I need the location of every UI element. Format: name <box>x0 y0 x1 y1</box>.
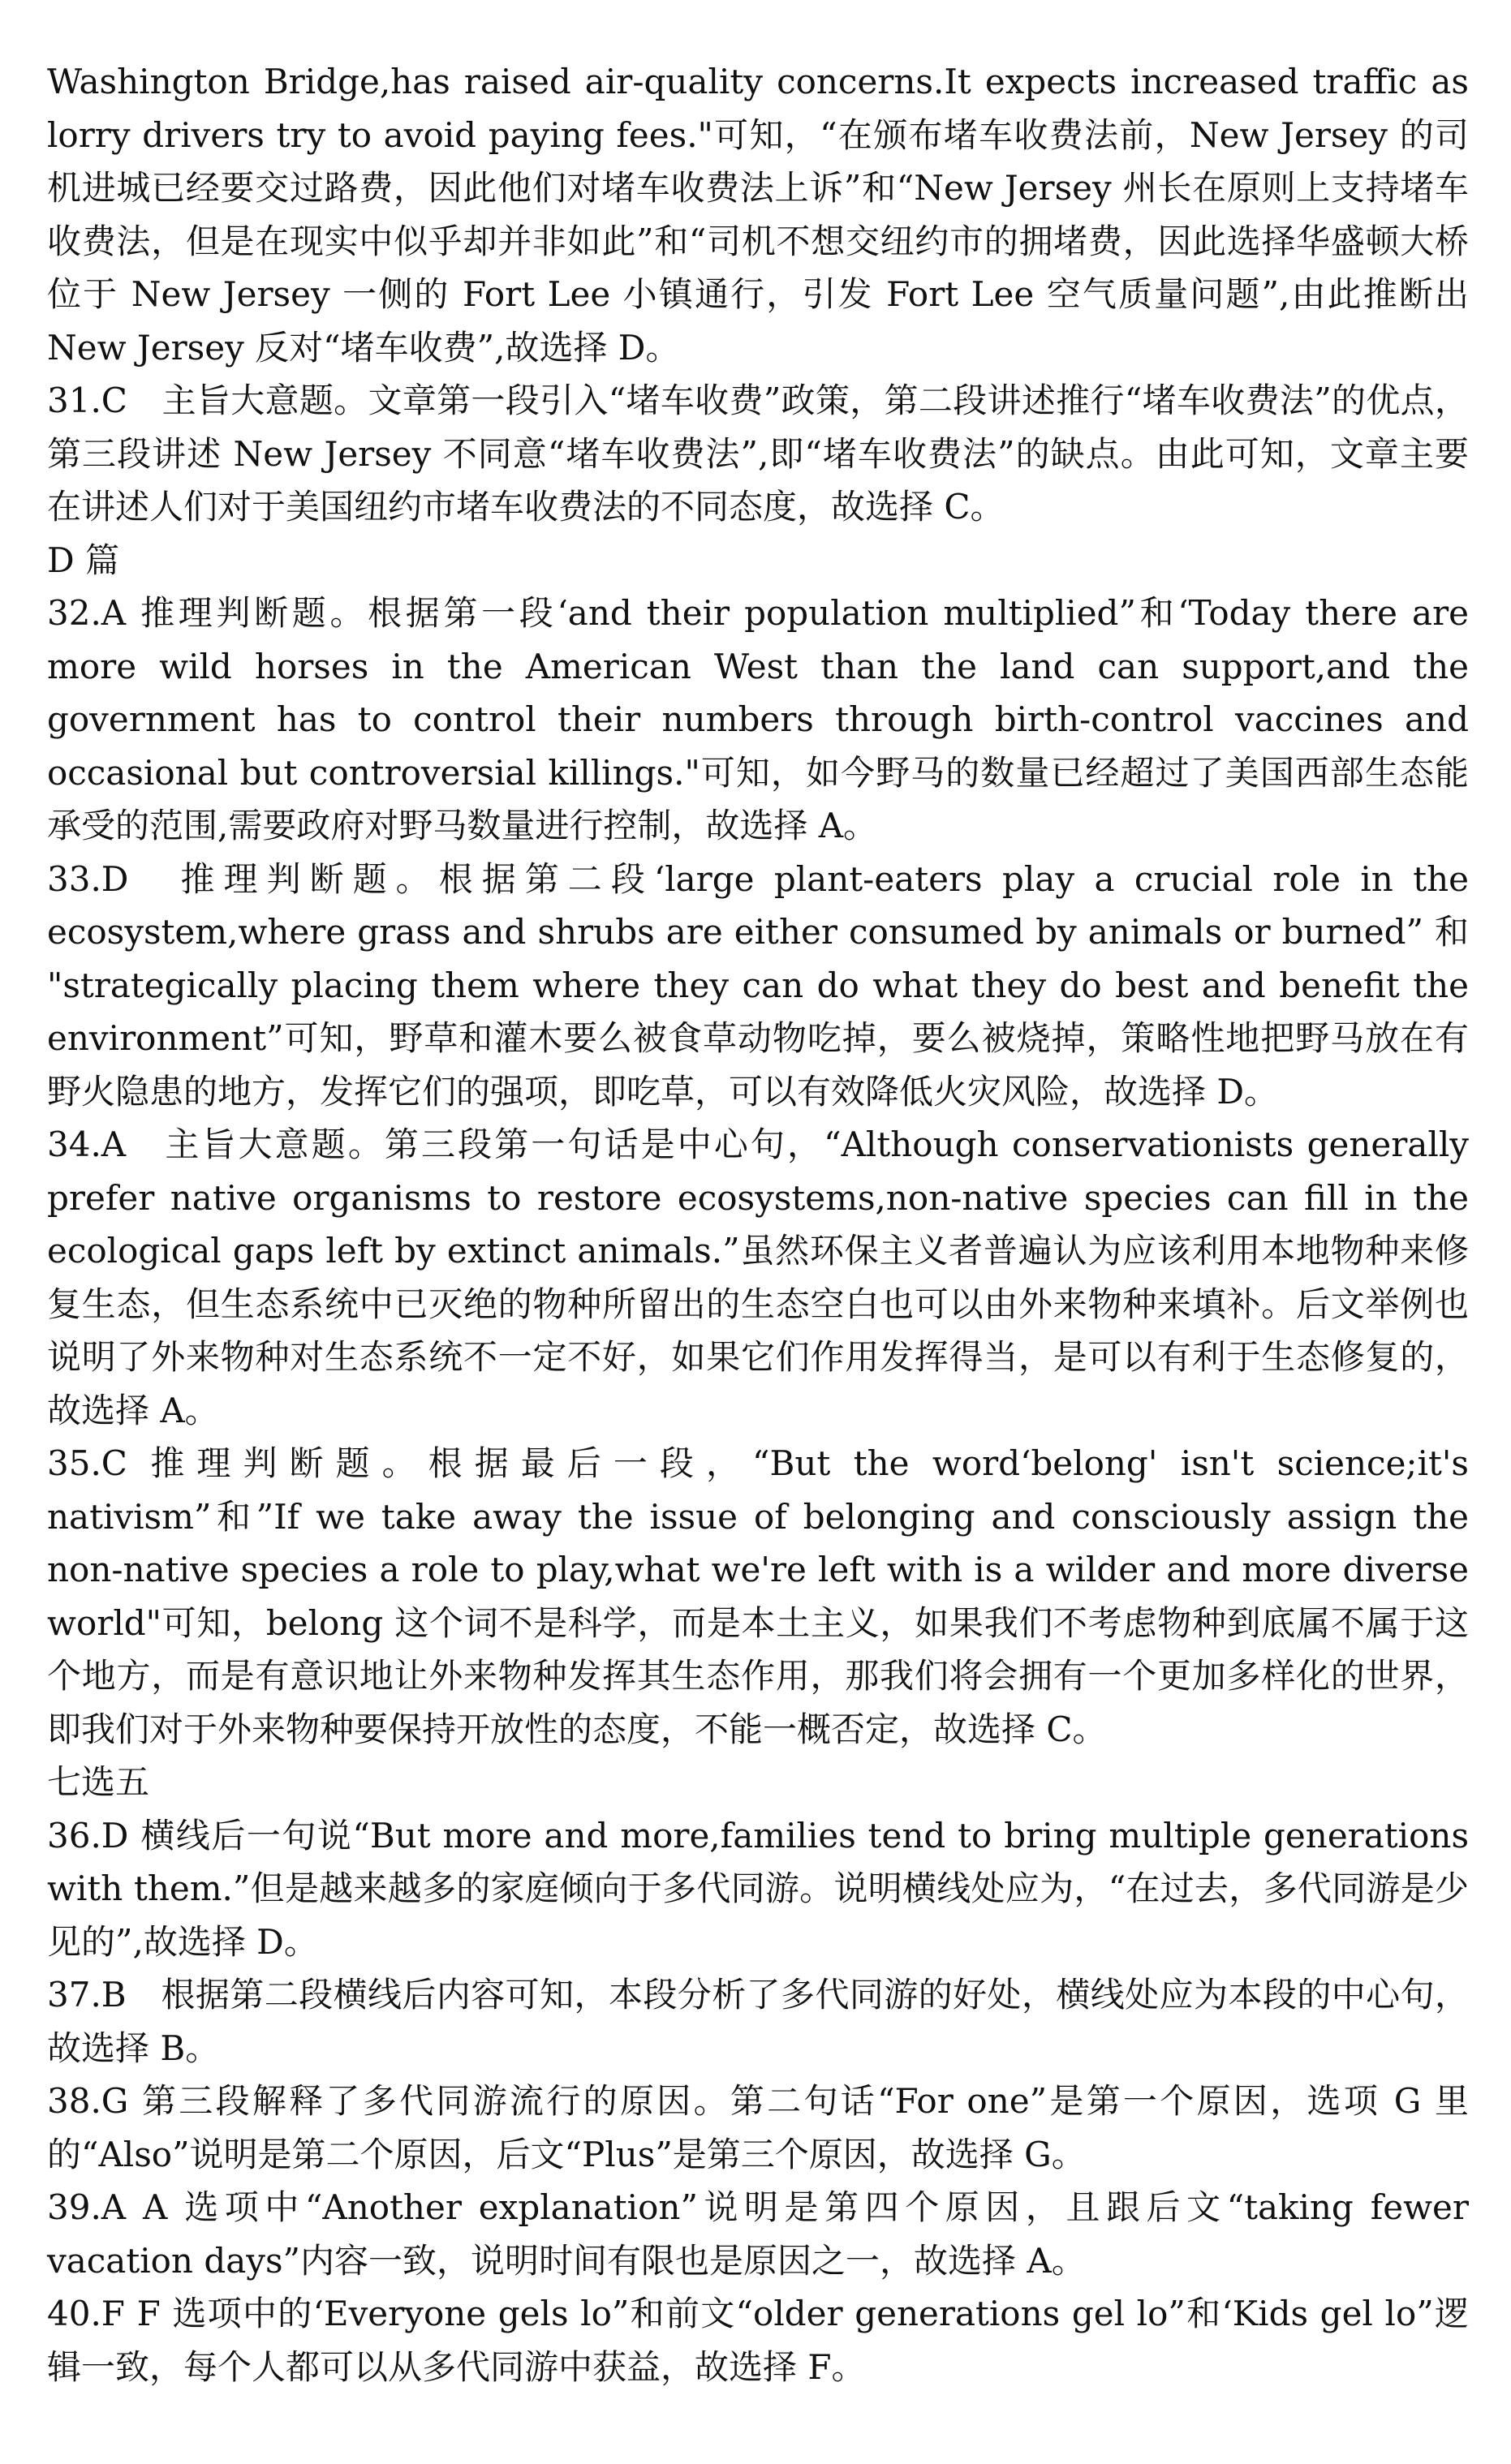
answer-paragraph-36: 36.D 横线后一句说“But more and more,families tend to bring multiple generations with them.”但是越来越多的家庭倾向于多代同游。说明横线处应为，“在过去，多代同游是少见的”,故选择 D。 <box>47 1815 1469 1962</box>
answer-paragraph-39: 39.A A 选项中“Another explanation”说明是第四个原因，且跟后文“taking fewer vacation days”内容一致，说明时间有限也是原因之一，故选择 A。 <box>47 2187 1469 2281</box>
answer-key-document <box>47 55 1469 2393</box>
answer-paragraph-33: 33.D 推理判断题。根据第二段‘large plant-eaters play a crucial role in the ecosystem,where grass and shrubs are either consumed by animals or burned” 和 "strategically placing them where they can do what they do best and benefit the environment”可知，野草和灌木要么被食草动物吃掉，要么被烧掉，策略性地把野马放在有野火隐患的地方，发挥它们的强项，即吃草，可以有效降低火灾风险，故选择 D。 <box>47 858 1469 1112</box>
section-heading-d: D 篇 <box>47 540 120 580</box>
answer-paragraph-32: 32.A 推理判断题。根据第一段‘and their population multiplied”和‘Today there are more wild horses in the American West than the land can support,and the government has to control their numbers through birth-control vaccines and occasional but controversial killings."可知，如今野马的数量已经超过了美国西部生态能承受的范围,需要政府对野马数量进行控制，故选择 A。 <box>47 593 1469 845</box>
answer-paragraph-30-continued: Washington Bridge,has raised air-quality concerns.It expects increased traffic as lorry drivers try to avoid paying fees."可知，“在颁布堵车收费法前，New Jersey 的司机进城已经要交过路费，因此他们对堵车收费法上诉”和“New Jersey 州长在原则上支持堵车收费法，但是在现实中似乎却并非如此”和“司机不想交纽约市的拥堵费，因此选择华盛顿大桥位于 New Jersey 一侧的 Fort Lee 小镇通行，引发 Fort Lee 空气质量问题”,由此推断出 New Jersey 反对“堵车收费”,故选择 D。 <box>47 62 1469 368</box>
answer-paragraph-34: 34.A 主旨大意题。第三段第一句话是中心句，“Although conservationists generally prefer native organisms to restore ecosystems,non-native species can fill in the ecological gaps left by extinct animals.”虽然环保主义者普遍认为应该利用本地物种来修复生态，但生态系统中已灭绝的物种所留出的生态空白也可以由外来物种来填补。后文举例也说明了外来物种对生态系统不一定不好，如果它们作用发挥得当，是可以有利于生态修复的，故选择 A。 <box>47 1124 1469 1430</box>
answer-paragraph-38: 38.G 第三段解释了多代同游流行的原因。第二句话“For one”是第一个原因，选项 G 里的“Also”说明是第二个原因，后文“Plus”是第三个原因，故选择 G。 <box>47 2081 1469 2174</box>
section-heading-seven-choose-five: 七选五 <box>47 1762 150 1802</box>
answer-paragraph-31: 31.C 主旨大意题。文章第一段引入“堵车收费”政策，第二段讲述推行“堵车收费法”的优点，第三段讲述 New Jersey 不同意“堵车收费法”,即“堵车收费法”的缺点。由此可知，文章主要在讲述人们对于美国纽约市堵车收费法的不同态度，故选择 C。 <box>47 381 1469 527</box>
answer-paragraph-35: 35.C 推理判断题。根据最后一段，“But the word‘belong' isn't science;it's nativism”和”If we take away the issue of belonging and consciously assign the non-native species a role to play,what we're left with is a wilder and more diverse world"可知，belong 这个词不是科学，而是本土主义，如果我们不考虑物种到底属不属于这个地方，而是有意识地让外来物种发挥其生态作用，那我们将会拥有一个更加多样化的世界，即我们对于外来物种要保持开放性的态度，不能一概否定，故选择 C。 <box>47 1443 1469 1749</box>
answer-paragraph-37: 37.B 根据第二段横线后内容可知，本段分析了多代同游的好处，横线处应为本段的中心句，故选择 B。 <box>47 1975 1469 2068</box>
answer-paragraph-40: 40.F F 选项中的‘Everyone gels lo”和前文“older generations gel lo”和‘Kids gel lo”逻辑一致，每个人都可以从多代同游中获益，故选择 F。 <box>47 2294 1469 2387</box>
